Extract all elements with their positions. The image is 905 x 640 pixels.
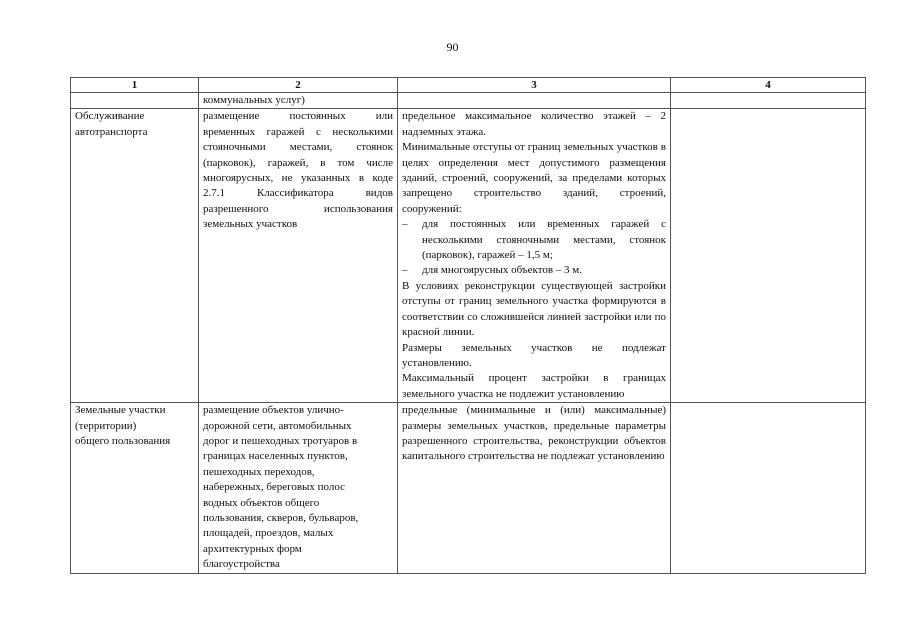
garage-parameters — [398, 109, 671, 403]
garage-col4 — [671, 109, 866, 403]
garage-param-plot-size: Размеры земельных участков не подлежат установлению. — [402, 341, 666, 369]
public-use-description: размещение объектов улично- дорожной сети, автомобильных дорог и пешеходных тротуаров в границах населенных пунктов, пешеходных переходов, набережных, береговых полос водных объектов общего пользования, скверов, бульваров, площадей, проездов, малых архитектурных форм благоустройства — [199, 403, 398, 573]
page-number: 90 — [446, 40, 459, 54]
table-row-public-land — [71, 403, 866, 573]
cont-col2: коммунальных услуг) — [199, 93, 398, 109]
garage-param-reconstruction: В условиях реконструкции существующей застройки отступы от границ земельного участка формируются в соответствии со сложившейся линией застройки или по красной линии. — [402, 279, 666, 339]
garage-param-setbacks: Минимальные отступы от границ земельных участков в целях определения мест допустимого размещения зданий, строений, сооружений, за пределами которых запрещено строительство зданий, строений, сооружений: — [402, 141, 666, 215]
zoning-table — [70, 77, 866, 574]
list-item: – для многоярусных объектов – 3 м. — [402, 264, 583, 277]
cont-col1 — [71, 93, 199, 109]
header-col-2: 2 — [199, 78, 398, 93]
garage-param-coverage: Максимальный процент застройки в границах земельного участка не подлежит установлению — [402, 372, 666, 400]
public-parameters: предельные (минимальные и (или) максимальные) размеры земельных участков, предельные параметры разрешенного строительства, реконструкции объектов капитального строительства не подлежат установлению — [398, 403, 671, 573]
table-header-row — [71, 78, 866, 93]
cont-col4 — [671, 93, 866, 109]
garage-setback-list — [402, 217, 666, 279]
table-row-continuation — [71, 93, 866, 109]
garage-use-name: Обслуживание автотранспорта — [71, 109, 199, 403]
garage-use-description: размещение постоянных или временных гаражей с несколькими стояночными местами, стоянок (парковок), гаражей, в том числе многоярусных, не указанных в коде 2.7.1 Классификатора видов разрешенного использования земельных участков — [199, 109, 398, 403]
table-row-garage — [71, 109, 866, 403]
garage-param-floors: предельное максимальное количество этажей – 2 надземных этажа. — [402, 110, 666, 138]
public-use-name: Земельные участки (территории) общего пользования — [71, 403, 199, 573]
header-col-3: 3 — [398, 78, 671, 93]
header-col-4: 4 — [671, 78, 866, 93]
list-item: – для постоянных или временных гаражей с несколькими стояночными местами, стоянок (парковок), гаражей – 1,5 м; — [402, 218, 666, 262]
public-col4 — [671, 403, 866, 573]
cont-col3 — [398, 93, 671, 109]
header-col-1: 1 — [71, 78, 199, 93]
